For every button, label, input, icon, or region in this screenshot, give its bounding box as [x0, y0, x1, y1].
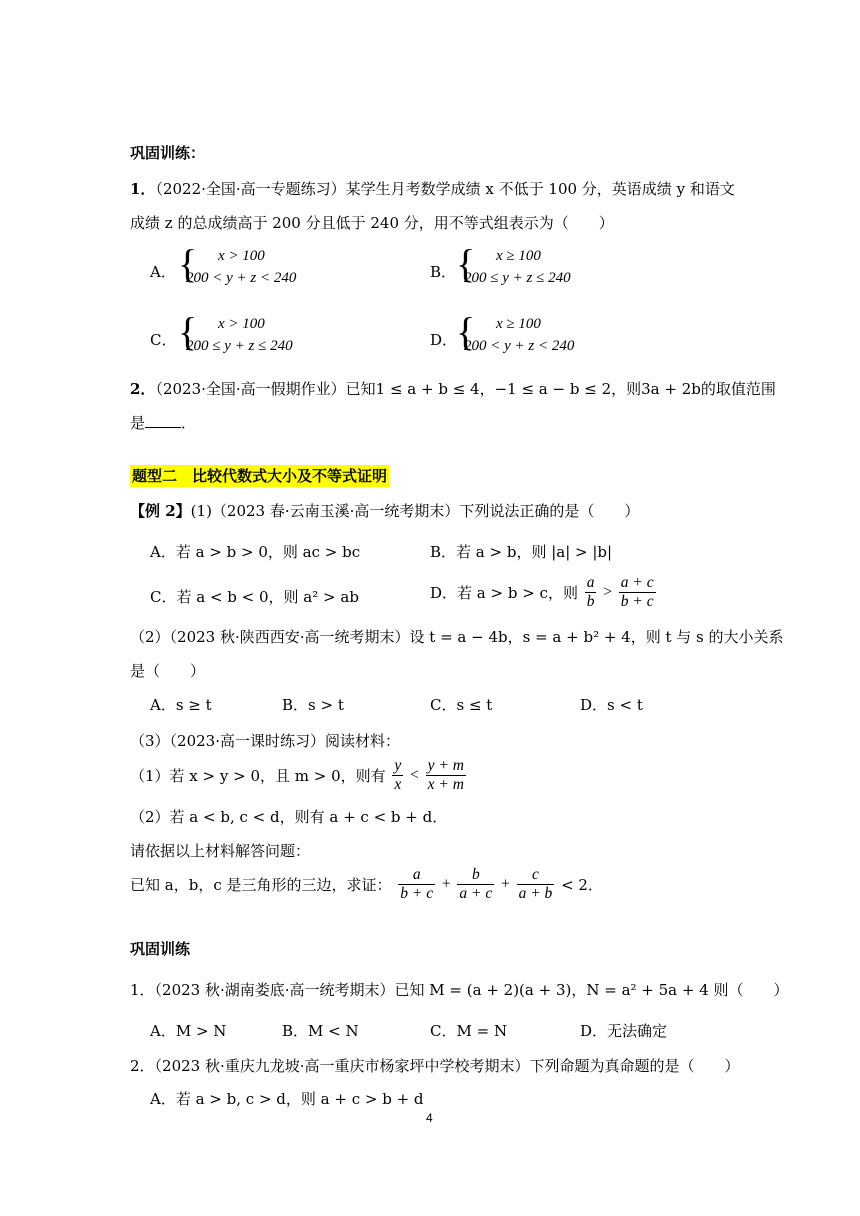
question-1-line-2: 成绩 z 的总成绩高于 200 分且低于 240 分，用不等式组表示为（ ）	[130, 214, 614, 232]
numerator: c	[517, 866, 555, 885]
section-heading-consolidation-2: 巩固训练	[130, 940, 191, 958]
example-2-header	[130, 500, 639, 521]
system-line-1: x > 100	[218, 316, 265, 332]
option-c: C．M = N	[430, 1022, 508, 1040]
question-text: （2022·全国·高一专题练习）某学生月考数学成绩 x 不低于 100 分，英语成绩 y 和语文	[155, 180, 735, 198]
plus-sign: +	[441, 875, 451, 893]
option-d-text: D．若 a > b > c，则	[430, 583, 578, 602]
system-line-1: x ≥ 100	[496, 316, 541, 332]
example-text: (1)（2023 春·云南玉溪·高一统考期末）下列说法正确的是（ ）	[190, 502, 640, 520]
option-label: B．	[430, 263, 457, 281]
option-label: D．	[430, 331, 458, 349]
question-number: 1．	[130, 180, 156, 198]
part-3-line-1: （3）（2023·高一课时练习）阅读材料：	[130, 732, 400, 750]
section-title-type-2	[130, 465, 389, 486]
fraction	[619, 574, 656, 611]
numerator: y	[394, 757, 402, 774]
denominator: a + c	[459, 884, 493, 902]
inequality-system	[178, 309, 338, 360]
option-a: A．M > N	[150, 1022, 227, 1040]
option-a: A．若 a > b, c > d，则 a + c > b + d	[150, 1090, 424, 1108]
option-b: B．M < N	[282, 1022, 359, 1040]
fraction	[517, 866, 555, 903]
option-c: C．s ≤ t	[430, 696, 493, 714]
numerator: y + m	[427, 757, 464, 774]
option-b: B．若 a > b，则 |a| > |b|	[430, 543, 613, 561]
proof-statement	[130, 866, 603, 903]
fraction	[457, 866, 494, 903]
question-2: 2．（2023 秋·重庆九龙坡·高一重庆市杨家坪中学校考期末）下列命题为真命题的是（ ）	[130, 1057, 740, 1075]
denominator: b	[586, 592, 595, 610]
option-b: B．s > t	[282, 696, 344, 714]
less-than: <	[410, 766, 419, 784]
numerator: a	[586, 574, 595, 591]
option-a: A．若 a > b > 0，则 ac > bc	[150, 543, 361, 561]
numerator: a	[398, 866, 435, 885]
brace-icon: {	[178, 309, 198, 354]
inequality-system	[456, 309, 616, 360]
option-d: D．无法确定	[580, 1022, 668, 1040]
denominator: b + c	[620, 592, 654, 610]
example-label: 【例 2】	[130, 502, 191, 520]
part-2-line-1: （2）（2023 秋·陕西西安·高一统考期末）设 t = a − 4b，s = a + b² + 4，则 t 与 s 的大小关系	[130, 628, 784, 646]
numerator: a + c	[620, 574, 654, 591]
section-heading-consolidation: 巩固训练：	[130, 144, 206, 162]
system-line-2: 200 ≤ y + z ≤ 240	[186, 338, 293, 354]
denominator: a + b	[518, 884, 553, 902]
inequality-system	[456, 241, 616, 292]
greater-than: >	[603, 583, 613, 601]
system-line-1: x > 100	[218, 248, 265, 264]
question-1: 1．（2023 秋·湖南娄底·高一统考期末）已知 M = (a + 2)(a + 3)，N = a² + 5a + 4 则（ ）	[130, 981, 789, 999]
option-d	[430, 574, 658, 611]
option-label: C．	[150, 331, 177, 349]
question-2-line-2	[130, 412, 196, 433]
question-text-end: ．	[181, 414, 197, 432]
option-a: A．s ≥ t	[150, 696, 212, 714]
fraction	[398, 866, 435, 903]
denominator: b + c	[400, 884, 434, 902]
part-2-line-2: 是（ ）	[130, 662, 206, 680]
option-c: C．若 a < b < 0，则 a² > ab	[150, 588, 359, 606]
system-line-1: x ≥ 100	[496, 248, 541, 264]
system-line-2: 200 < y + z < 240	[464, 338, 575, 354]
proof-text: 已知 a，b，c 是三角形的三边，求证：	[130, 875, 392, 894]
fraction	[426, 757, 466, 794]
inequality-system	[178, 241, 338, 292]
highlighted-title: 题型二 比较代数式大小及不等式证明	[132, 467, 388, 485]
page-number: 4	[426, 1111, 433, 1125]
answer-blank[interactable]	[145, 413, 181, 428]
proof-end: < 2．	[561, 875, 603, 894]
brace-icon: {	[456, 309, 476, 354]
material-1-text: （1）若 x > y > 0，且 m > 0，则有	[130, 766, 386, 785]
option-label: A．	[150, 263, 176, 281]
system-line-2: 200 ≤ y + z ≤ 240	[464, 270, 571, 286]
question-number: 2．	[130, 380, 156, 398]
denominator: x + m	[427, 775, 464, 793]
brace-icon: {	[456, 241, 476, 286]
question-1-line-1	[130, 178, 735, 199]
material-2: （2）若 a < b, c < d，则有 a + c < b + d．	[130, 808, 448, 826]
material-1	[130, 757, 468, 794]
option-d: D．s < t	[580, 696, 643, 714]
numerator: b	[457, 866, 494, 885]
question-text: 是	[130, 414, 146, 432]
system-line-2: 200 < y + z < 240	[186, 270, 297, 286]
instruction-text: 请依据以上材料解答问题：	[130, 842, 311, 860]
fraction	[585, 574, 597, 611]
plus-sign: +	[501, 875, 510, 893]
question-2-line-1	[130, 378, 776, 399]
brace-icon: {	[178, 241, 198, 286]
question-text: （2023·全国·高一假期作业）已知1 ≤ a + b ≤ 4，−1 ≤ a − b ≤ 2，则3a + 2b的取值范围	[155, 380, 776, 398]
fraction	[392, 757, 403, 794]
denominator: x	[394, 775, 402, 793]
